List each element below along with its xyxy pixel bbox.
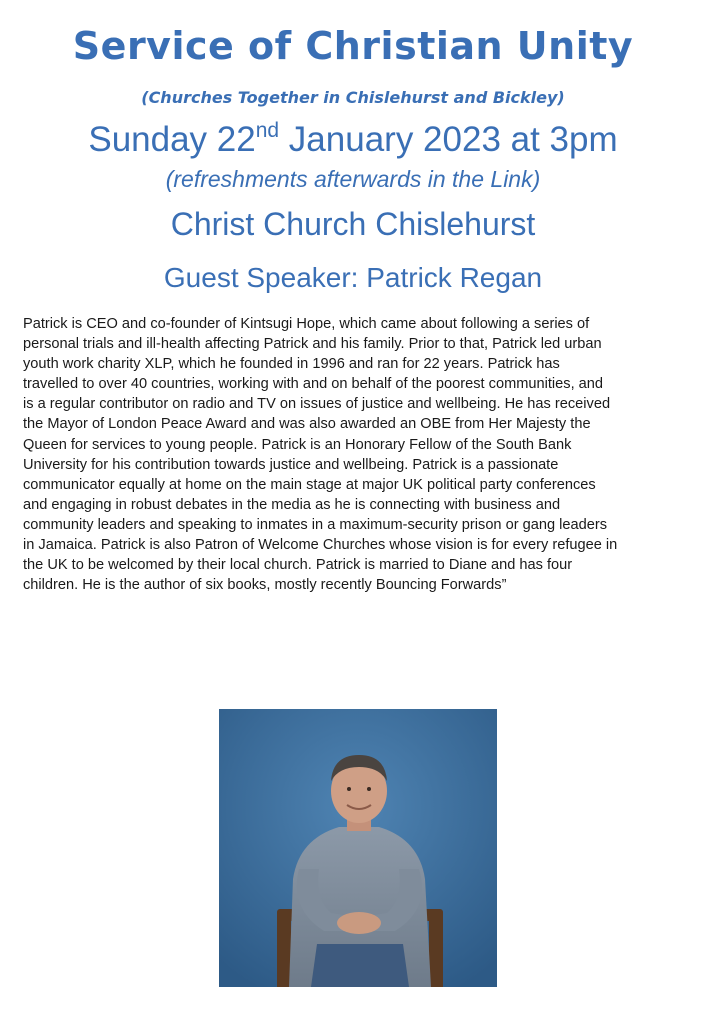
page-title: Service of Christian Unity [72, 24, 634, 68]
bio-line: personal trials and ill-health affecting Patrick and his family. Prior to that, Patrick led urban [23, 336, 602, 353]
bio-line: Queen for services to young people. Patrick is an Honorary Fellow of the South Bank [23, 436, 572, 453]
bio-line: the Mayor of London Peace Award and was also awarded an OBE from Her Majesty the [23, 416, 591, 433]
date-ordinal: nd [255, 119, 280, 142]
venue-name: Christ Church Chislehurst [170, 206, 536, 242]
bio-line: in Jamaica. Patrick is also Patron of Welcome Churches whose vision is for every refugee in [23, 537, 618, 554]
speaker-photo [219, 709, 497, 987]
bio-line: the UK to be welcomed by their local church. Patrick is married to Diane and has four [23, 557, 573, 574]
jeans-shape [311, 944, 409, 987]
guest-speaker: Guest Speaker: Patrick Regan [163, 262, 543, 293]
event-date [0, 120, 706, 160]
bio-line: youth work charity XLP, which he founded in 1996 and ran for 22 years. Patrick has [23, 356, 560, 373]
bio-line: is a regular contributor on radio and TV on issues of justice and wellbeing. He has received [23, 396, 611, 413]
date-rest: January 2023 at 3pm [279, 120, 618, 159]
bio-line: community leaders and speaking to inmates in a maximum-security prison or gang leaders [23, 516, 608, 533]
speaker-portrait [219, 709, 497, 987]
bio-line: Patrick is CEO and co-founder of Kintsugi Hope, which came about following a series of [23, 316, 590, 332]
bio-line: travelled to over 40 countries, working with and on behalf of the poorest communities, and [23, 376, 604, 393]
date-day: Sunday 22 [88, 120, 256, 159]
bio-line: communicator equally at home on the main stage at major UK political party conferences [23, 476, 596, 493]
organiser-subtitle: (Churches Together in Chislehurst and Bickley) [141, 88, 565, 107]
bio-line: and engaging in robust debates in the media as he is connecting with business and [23, 496, 561, 513]
refreshments-note: (refreshments afterwards in the Link) [165, 166, 541, 192]
bio-line: University for his contribution towards justice and wellbeing. Patrick is a passionate [23, 456, 559, 473]
speaker-bio [23, 314, 691, 595]
hands-shape [337, 912, 381, 934]
bio-line: children. He is the author of six books, mostly recently Bouncing Forwards” [23, 577, 507, 594]
